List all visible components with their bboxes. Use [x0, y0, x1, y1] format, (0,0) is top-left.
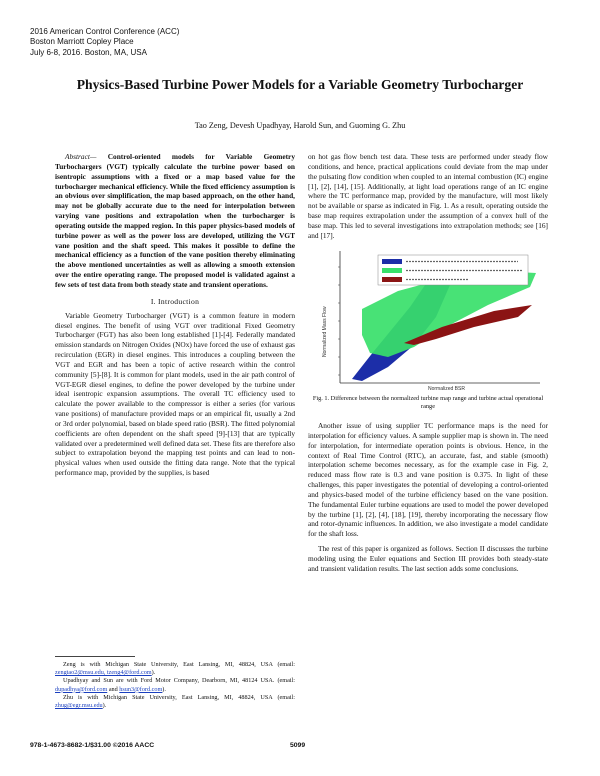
- figure-1-plot: [318, 247, 544, 391]
- section-heading-introduction: I. Introduction: [150, 296, 200, 306]
- footnote-upadhyay-sun: Upadhyay and Sun are with Ford Motor Company, Dearborn, MI, 48124 USA. (email: dupadhya@ford.com and hsun3@ford.com).: [55, 677, 295, 693]
- conference-name: 2016 American Control Conference (ACC): [30, 27, 180, 36]
- figure-1-caption: Fig. 1. Difference between the normalized turbine map range and turbine actual operational range: [312, 394, 544, 410]
- email-link-zeng[interactable]: zengtao2@msu.edu, tzeng4@ford.com: [55, 669, 152, 677]
- intro-paragraph-4: The rest of this paper is organized as follows. Section II discusses the turbine modeling using the Euler equations and Section III provides both steady-state and transient validation results. The last section adds some conclusions.: [308, 544, 548, 573]
- abstract: [55, 152, 295, 290]
- legend-swatch-extrapolated: [382, 277, 402, 282]
- intro-paragraph-1: Variable Geometry Turbocharger (VGT) is a common feature in modern diesel engines. The benefit of using VGT over traditional Fixed Geometry Turbocharger (FGT) has also been long established [1]-[4]. Federally mandated emission standards on Nitrogen Oxides (NOx) have forced the use of exhaust gas recirculation (EGR) in diesel engines. This introduces a coupling between the VGT and EGR and has been a topic of active research within the control community [5]-[8]. It is common for plant models, used in the air path control of VGT-EGR diesel engines, to define the power developed by the turbine under ideal isentropic expansion assumptions. The overall TC efficiency used to calculate the power available to the compressor is either a series (for various vane positions) of manufacture provided maps or an empirical fit, usually a 2nd or 3rd order polynomial, based on blade speed ratio (BSR). The fitted polynomial coefficients are often dependent on the shaft speed [9]-[13] that are typically validated over a predetermined well defined data set. These fits are therefore also subject to extrapolation beyond the mapping test points and can lead to non-physical values when used outside the fitting data range. Note that the typical performance map, provided by the supplies, is based: [55, 310, 295, 478]
- isbn-footer: 978-1-4673-8682-1/$31.00 ©2016 AACC: [30, 742, 155, 749]
- footnotes: [55, 661, 295, 710]
- legend-swatch-operational: [382, 268, 402, 273]
- paper-authors: Tao Zeng, Devesh Upadhyay, Harold Sun, and Guoming G. Zhu: [194, 121, 406, 130]
- intro-paragraph-3: Another issue of using supplier TC performance maps is the need for interpolation for efficiency values. A sample supplier map is shown in. The need for interpolation, for intermediate operation points is obvious. Hence, in the context of Real Time Control (RTC), an accurate, fast, and stable (smooth) interpolation scheme becomes necessary, as for the example case in Fig. 2, reduced mass flow rate is 0.3 and vane position is 0.375. In light of these challenges, this paper investigates the potential of developing a control-oriented and physics-based model of the turbine efficiency based on the vane position. The fundamental Euler turbine equations are used to model the power developed by the turbine [1], [2], [4], [18], [19], thereby incorporating the necessary flow and rotor-dynamic influences. In addition, we also investigate a model candidate for the shaft loss.: [308, 421, 548, 539]
- abstract-label: Abstract—: [65, 152, 97, 161]
- paper-title: Physics-Based Turbine Power Models for a Variable Geometry Turbocharger: [76, 77, 524, 92]
- right-column: [308, 152, 548, 574]
- conference-header: [30, 27, 179, 58]
- footnote-zhu: Zhu is with Michigan State University, East Lansing, MI, 48824, USA (email: zhug@egr.msu.edu).: [55, 693, 295, 710]
- figure-xlabel: Normalized BSR: [428, 385, 465, 391]
- intro-paragraph-2: on hot gas flow bench test data. These tests are performed under steady flow conditions, and hence, practical applications could deviate from the map under the pulsating flow condition when coupled to an internal combustion (IC) engine [1], [2], [14], [15]. Additionally, at light load operations range of an IC engine where the TC performance map, provided by the manufacture, will most likely not be available or sparse as indicated in Fig. 1. As a result, operating outside the base map requires extrapolation under the assumption of a convex hull of the base map. This led to several investigations into extrapolation methods; see [16] and [17].: [308, 152, 548, 240]
- page-number: 5099: [290, 742, 306, 749]
- figure-1: [318, 247, 544, 391]
- abstract-text: Control-oriented models for Variable Geometry Turbochargers (VGT) typically calculate the turbine power based on isentropic assumptions with a fixed or a map based value for the turbocharger mechanical efficiency. While the fixed efficiency assumption is an obvious over simplification, the map based approach, on the other hand, may not be globally accurate due to the need for interpolation between varying vane positions and extrapolation when the turbocharger is operating outside the mapped region. In this paper physics-based models of turbine power as well as the power loss are developed, utilizing the VGT vane position and the shaft speed. This makes it possible to define the mechanical efficiency as a function of the vane position thereby eliminating the above mentioned uncertainties as well as allowing a smooth extension over the entire operating range. The proposed model is validated against a few sets of test data from both steady state and transient operations.: [55, 152, 295, 289]
- legend-swatch-map: [382, 259, 402, 264]
- email-link-sun[interactable]: hsun3@ford.com: [119, 685, 163, 693]
- figure-ylabel: Normalized Mass Flow: [322, 306, 328, 357]
- conference-date: July 6-8, 2016. Boston, MA, USA: [30, 47, 147, 57]
- footnote-divider: [55, 656, 135, 657]
- email-link-upadhyay[interactable]: dupadhya@ford.com: [55, 685, 108, 693]
- email-link-zhu[interactable]: zhug@egr.msu.edu: [55, 702, 103, 710]
- conference-venue: Boston Marriott Copley Place: [30, 37, 134, 47]
- footnote-zeng: Zeng is with Michigan State University, East Lansing, MI, 48824, USA (email: zengtao2@msu.edu, tzeng4@ford.com).: [55, 661, 295, 677]
- left-column: [55, 152, 295, 478]
